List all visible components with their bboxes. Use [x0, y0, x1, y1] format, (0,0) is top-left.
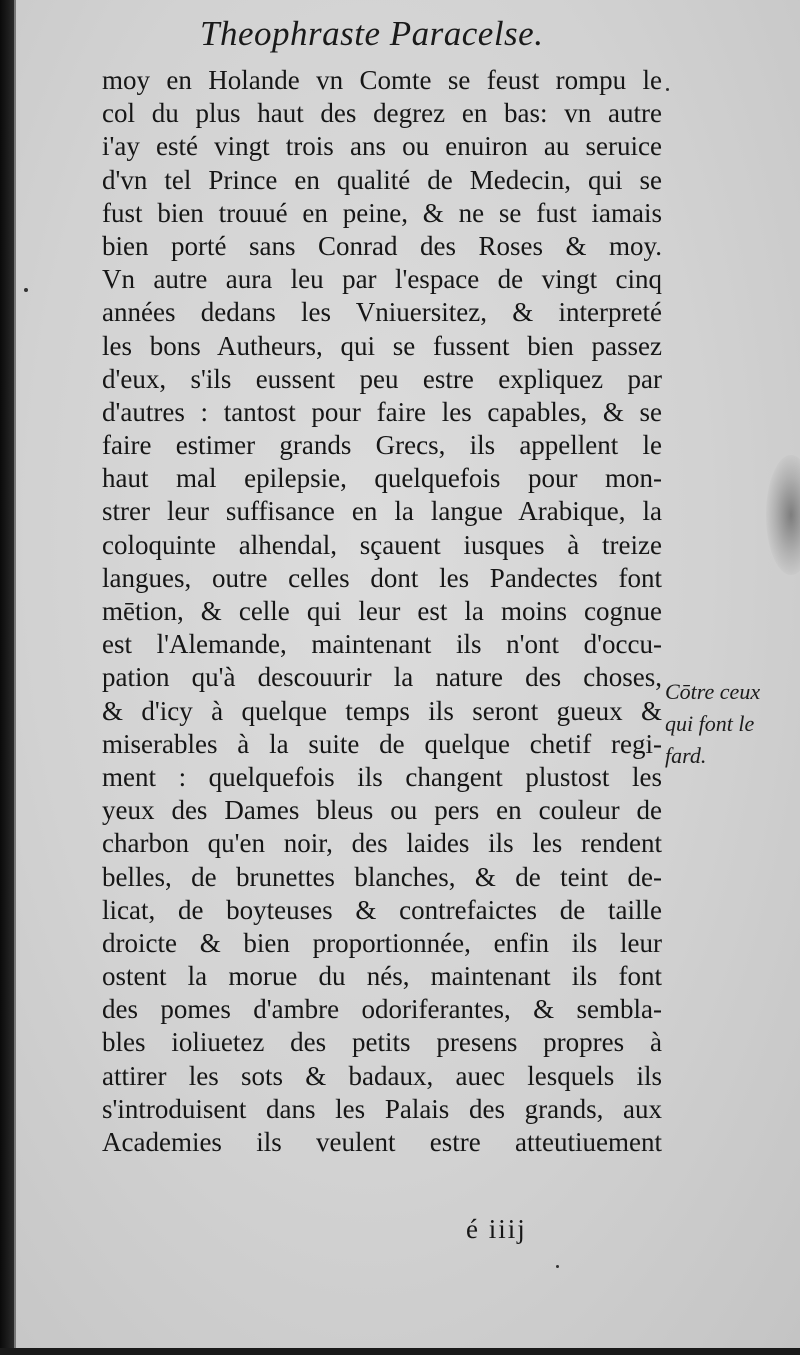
- text-line: Academies ils veulent estre atteutiuement: [102, 1127, 662, 1157]
- text-line: mētion, & celle qui leur est la moins cognue: [102, 596, 662, 626]
- text-line: haut mal epilepsie, quelquefois pour mon-: [102, 463, 662, 494]
- marginal-note-line: qui font le: [665, 711, 755, 736]
- text-line: licat, de boyteuses & contrefaictes de taille: [102, 894, 662, 925]
- marginal-note-line: Cōtre ceux: [665, 679, 761, 704]
- page-bottom-edge: [0, 1348, 800, 1355]
- text-line: langues, outre celles dont les Pandectes font: [102, 562, 662, 593]
- marginal-note: [665, 676, 795, 772]
- text-line: bles ioliuetez des petits presens propres à: [102, 1027, 662, 1058]
- text-line: ment : quelquefois ils changent plustost les: [102, 761, 662, 792]
- text-line: droicte & bien proportionnée, enfin ils leur: [102, 927, 662, 958]
- text-line: miserables à la suite de quelque chetif regi-: [102, 728, 662, 759]
- text-line: fust bien trouué en peine, & ne se fust iamais: [102, 197, 662, 228]
- text-line: Vn autre aura leu par l'espace de vingt cinq: [102, 264, 662, 295]
- text-line: charbon qu'en noir, des laides ils les rendent: [102, 828, 662, 859]
- marginal-note-line: fard.: [665, 743, 707, 768]
- text-line: col du plus haut des degrez en bas: vn autre: [102, 98, 662, 129]
- ink-speck: [24, 288, 28, 292]
- text-line: yeux des Dames bleus ou pers en couleur de: [102, 795, 662, 826]
- text-line: d'autres : tantost pour faire les capables, & se: [102, 396, 662, 427]
- text-line: d'vn tel Prince en qualité de Medecin, qui se: [102, 164, 662, 195]
- text-line: bien porté sans Conrad des Roses & moy.: [102, 230, 662, 261]
- running-head: Theophraste Paracelse.: [200, 14, 544, 53]
- text-line: ostent la morue du nés, maintenant ils font: [102, 961, 662, 992]
- text-line: moy en Holande vn Comte se feust rompu le: [102, 65, 662, 95]
- text-line: années dedans les Vniuersitez, & interpreté: [102, 297, 662, 328]
- page-gutter-shadow: [0, 0, 14, 1355]
- text-line: pation qu'à descouurir la nature des choses,: [102, 662, 662, 693]
- ink-speck: [666, 88, 669, 91]
- text-line: est l'Alemande, maintenant ils n'ont d'occu-: [102, 629, 662, 660]
- text-line: des pomes d'ambre odoriferantes, & sembla-: [102, 994, 662, 1025]
- text-line: belles, de brunettes blanches, & de teint de-: [102, 861, 662, 892]
- text-line: d'eux, s'ils eussent peu estre expliquez par: [102, 363, 662, 394]
- text-line: strer leur suffisance en la langue Arabique, la: [102, 496, 662, 527]
- ink-smudge: [766, 455, 800, 575]
- text-line: attirer les sots & badaux, auec lesquels ils: [102, 1060, 662, 1091]
- text-line: coloquinte alhendal, sçauent iusques à treize: [102, 529, 662, 560]
- ink-speck: [556, 1265, 559, 1268]
- text-line: i'ay esté vingt trois ans ou enuiron au seruice: [102, 131, 662, 162]
- text-line: s'introduisent dans les Palais des grands, aux: [102, 1093, 662, 1124]
- text-line: faire estimer grands Grecs, ils appellent le: [102, 430, 662, 461]
- signature-mark: é iiij: [466, 1214, 527, 1244]
- text-line: les bons Autheurs, qui se fussent bien passez: [102, 330, 662, 361]
- text-line: & d'icy à quelque temps ils seront gueux &: [102, 695, 662, 726]
- body-text: [102, 64, 662, 1159]
